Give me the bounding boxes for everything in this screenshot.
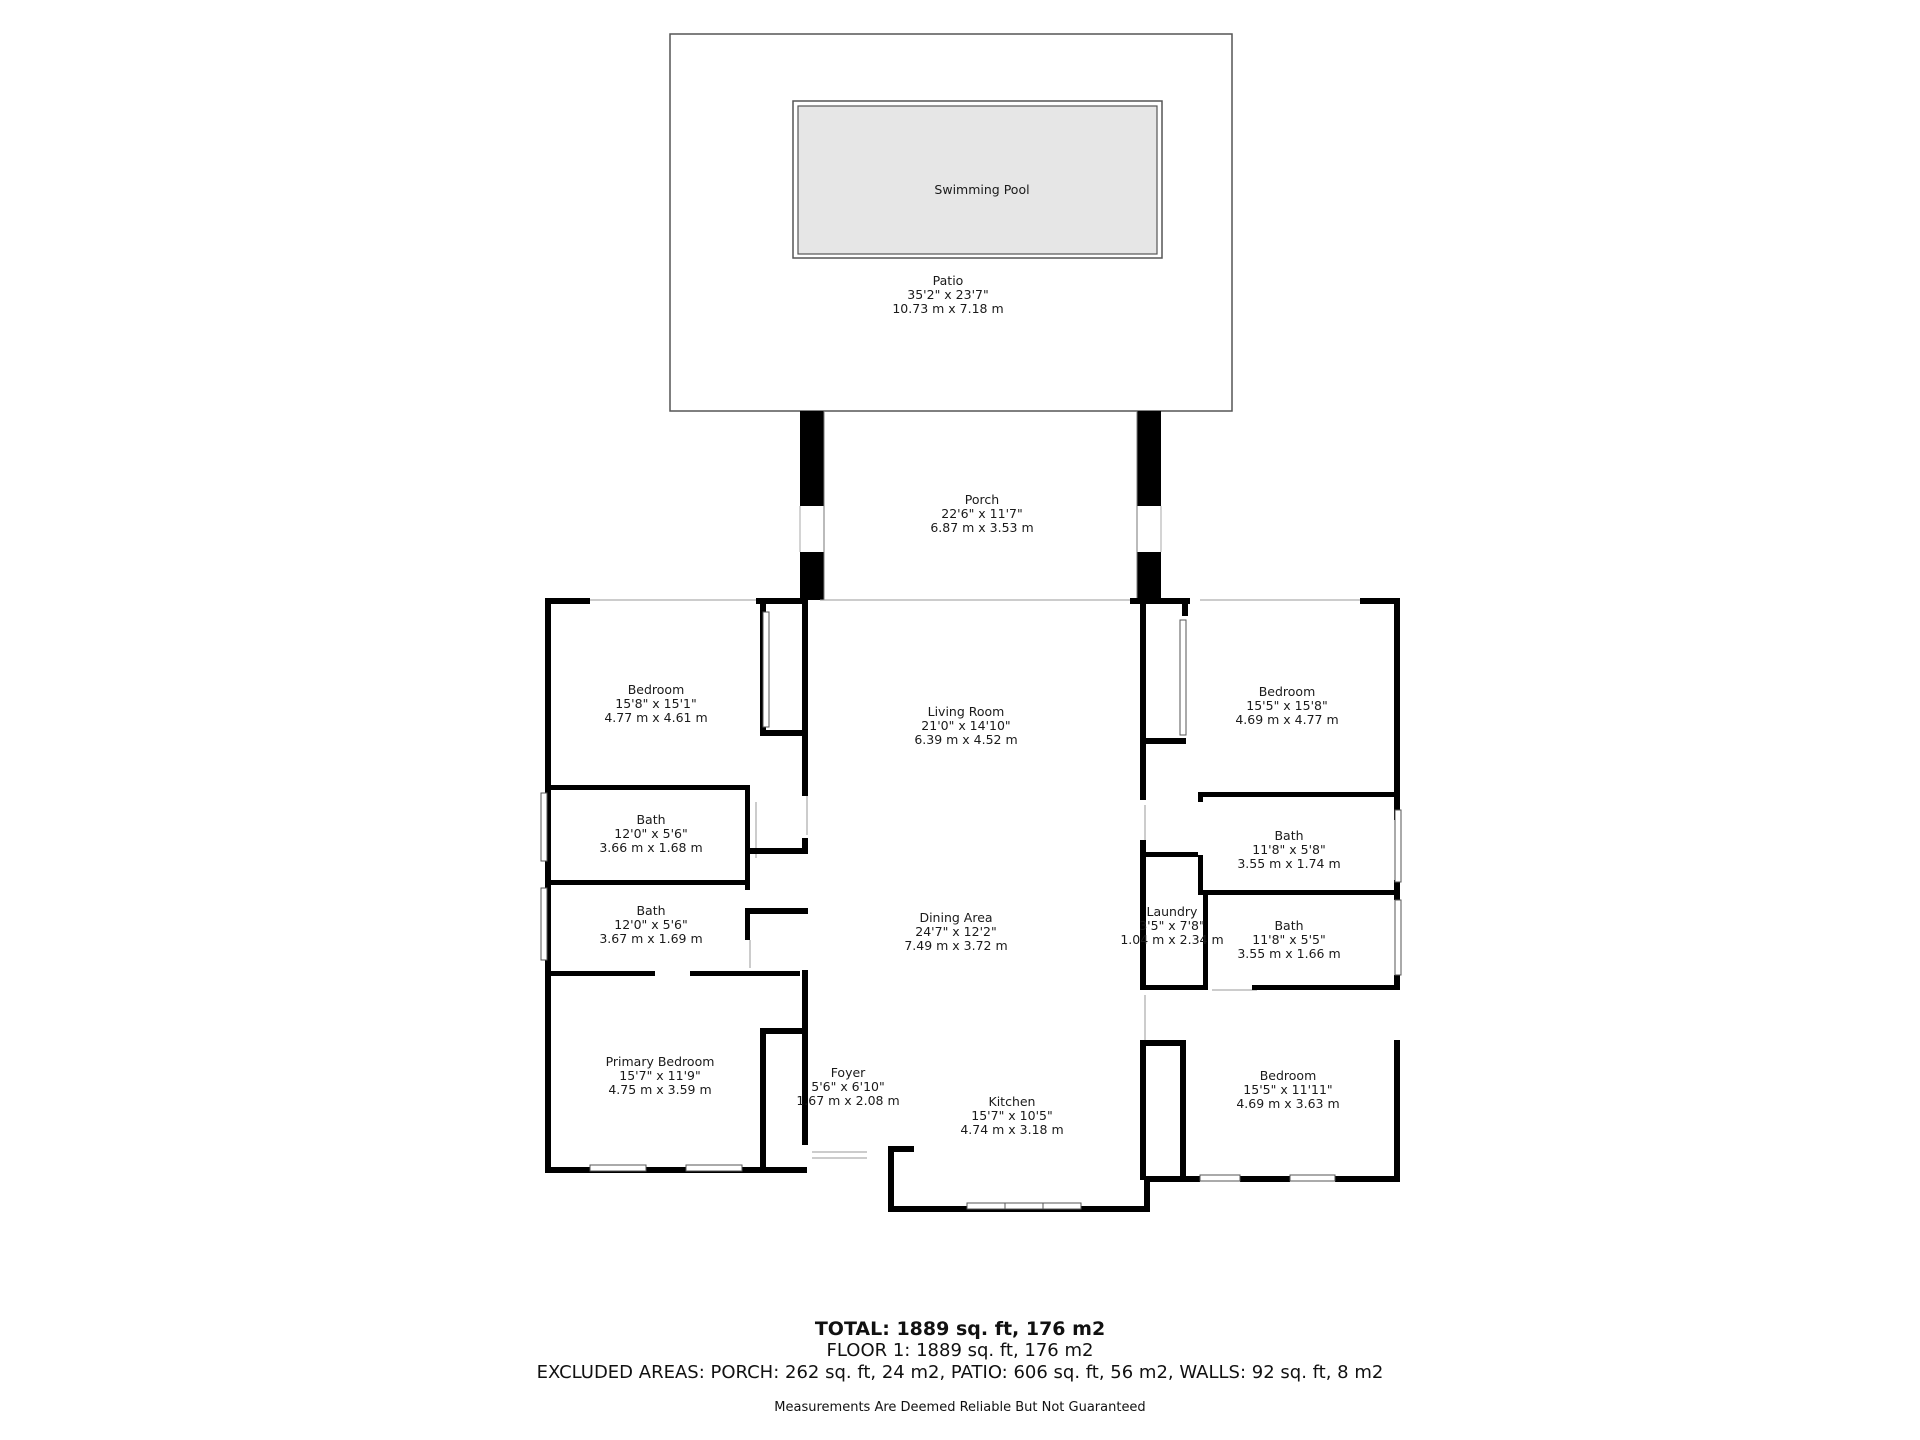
- room-dim-metric: 6.87 m x 3.53 m: [930, 520, 1034, 535]
- room-dim-imperial: 24'7" x 12'2": [915, 924, 997, 939]
- room-label-bath-w2: [599, 903, 702, 946]
- room-label-kitchen: [960, 1094, 1063, 1137]
- total-area: TOTAL: 1889 sq. ft, 176 m2: [814, 1318, 1106, 1340]
- room-label-primary-bedroom: [606, 1054, 715, 1097]
- room-dim-metric: 1.67 m x 2.08 m: [796, 1093, 900, 1108]
- room-dim-imperial: 15'7" x 10'5": [971, 1108, 1053, 1123]
- room-dim-metric: 3.67 m x 1.69 m: [599, 931, 703, 946]
- disclaimer: Measurements Are Deemed Reliable But Not Guaranteed: [774, 1400, 1146, 1415]
- room-dim-imperial: 21'0" x 14'10": [921, 718, 1011, 733]
- room-dim-imperial: 15'5" x 11'11": [1243, 1082, 1333, 1097]
- room-name: Bath: [636, 903, 666, 918]
- room-dim-imperial: 15'5" x 15'8": [1246, 698, 1328, 713]
- room-label-bath-w1: [599, 812, 702, 855]
- room-dim-imperial: 22'6" x 11'7": [941, 506, 1023, 521]
- room-dim-metric: 3.55 m x 1.66 m: [1237, 946, 1341, 961]
- excluded-areas: EXCLUDED AREAS: PORCH: 262 sq. ft, 24 m2, PATIO: 606 sq. ft, 56 m2, WALLS: 92 sq. ft, 8 m2: [536, 1362, 1384, 1383]
- room-label-bath-e2: [1237, 918, 1340, 961]
- room-name: Bedroom: [627, 682, 685, 697]
- room-label-bedroom-nw: [604, 682, 707, 725]
- thin-lines: [590, 600, 1360, 1158]
- room-dim-metric: 10.73 m x 7.18 m: [892, 301, 1004, 316]
- room-dim-metric: 3.55 m x 1.74 m: [1237, 856, 1341, 871]
- room-dim-metric: 4.69 m x 4.77 m: [1235, 712, 1339, 727]
- room-dim-imperial: 35'2" x 23'7": [907, 287, 989, 302]
- room-name: Bedroom: [1258, 684, 1316, 699]
- room-name: Primary Bedroom: [605, 1054, 715, 1069]
- pool-label: Swimming Pool: [934, 182, 1030, 197]
- room-dim-imperial: 5'6" x 6'10": [811, 1079, 885, 1094]
- room-dim-imperial: 11'8" x 5'8": [1252, 842, 1326, 857]
- room-dim-imperial: 15'7" x 11'9": [619, 1068, 701, 1083]
- room-dim-metric: 4.77 m x 4.61 m: [604, 710, 708, 725]
- room-name: Bath: [1274, 918, 1304, 933]
- room-label-porch: [930, 492, 1033, 535]
- room-name: Foyer: [830, 1065, 866, 1080]
- room-dim-imperial: 12'0" x 5'6": [614, 917, 688, 932]
- room-name: Laundry: [1146, 904, 1198, 919]
- room-name: Bedroom: [1259, 1068, 1317, 1083]
- room-name: Bath: [636, 812, 666, 827]
- pool-inner: [798, 106, 1157, 254]
- room-name: Bath: [1274, 828, 1304, 843]
- room-label-laundry: [1120, 904, 1223, 947]
- floor-area: FLOOR 1: 1889 sq. ft, 176 m2: [826, 1340, 1094, 1361]
- room-dim-imperial: 3'5" x 7'8": [1139, 918, 1205, 933]
- room-label-living: [914, 704, 1017, 747]
- room-label-bedroom-se: [1236, 1068, 1339, 1111]
- room-name: Patio: [932, 273, 964, 288]
- room-name: Dining Area: [919, 910, 993, 925]
- room-label-foyer: [796, 1065, 899, 1108]
- room-dim-imperial: 15'8" x 15'1": [615, 696, 697, 711]
- room-dim-metric: 6.39 m x 4.52 m: [914, 732, 1018, 747]
- room-label-bedroom-ne: [1235, 684, 1338, 727]
- room-label-dining: [904, 910, 1007, 953]
- room-dim-metric: 4.69 m x 3.63 m: [1236, 1096, 1340, 1111]
- room-dim-metric: 4.74 m x 3.18 m: [960, 1122, 1064, 1137]
- room-dim-imperial: 11'8" x 5'5": [1252, 932, 1326, 947]
- room-name: Kitchen: [988, 1094, 1036, 1109]
- room-dim-imperial: 12'0" x 5'6": [614, 826, 688, 841]
- room-dim-metric: 4.75 m x 3.59 m: [608, 1082, 712, 1097]
- room-name: Living Room: [927, 704, 1005, 719]
- room-dim-metric: 1.04 m x 2.34 m: [1120, 932, 1224, 947]
- room-label-bath-e1: [1237, 828, 1340, 871]
- room-dim-metric: 7.49 m x 3.72 m: [904, 938, 1008, 953]
- room-name: Porch: [964, 492, 1000, 507]
- room-dim-metric: 3.66 m x 1.68 m: [599, 840, 703, 855]
